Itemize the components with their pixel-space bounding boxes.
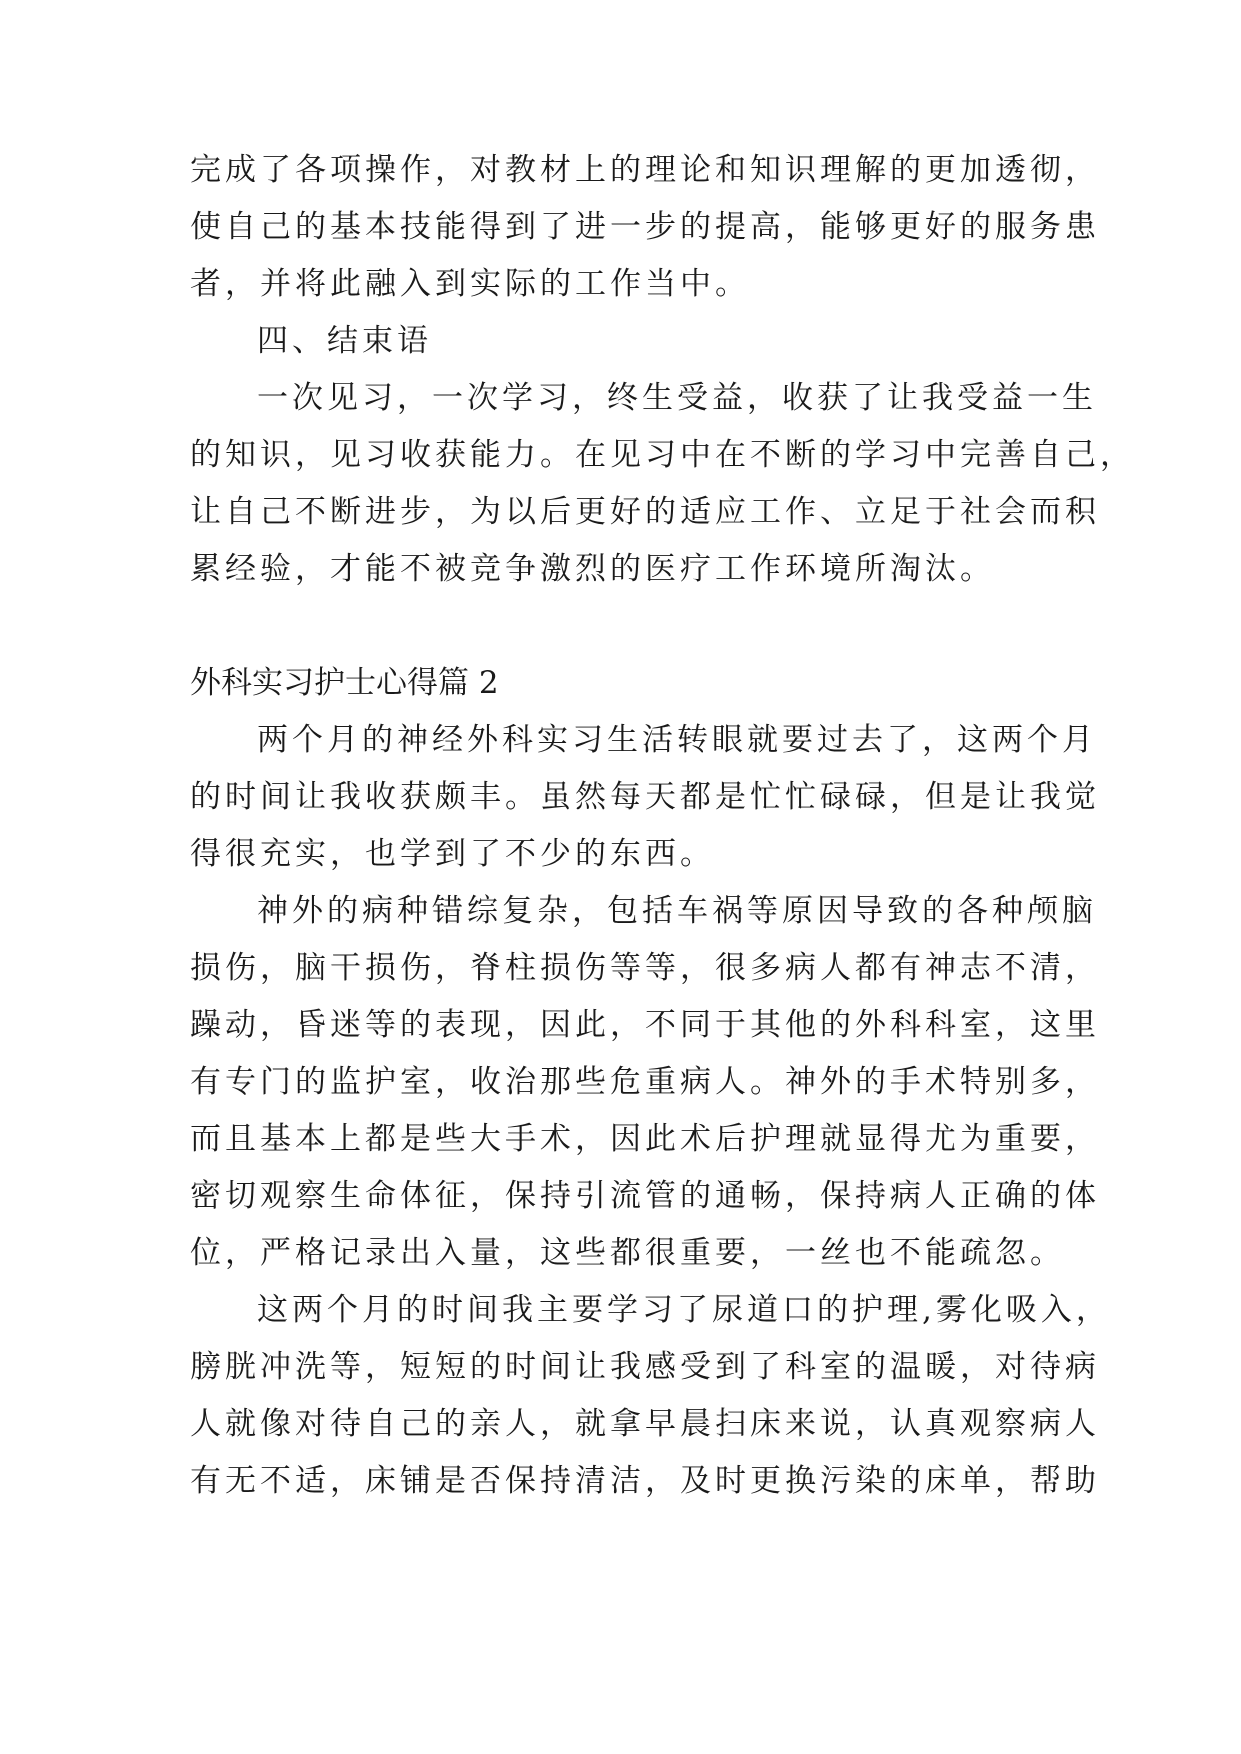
text-line: 躁动，昏迷等的表现，因此，不同于其他的外科科室，这里	[190, 1007, 1100, 1043]
text-line: 使自己的基本技能得到了进一步的提高，能够更好的服务患	[190, 209, 1100, 245]
text-line: 两个月的神经外科实习生活转眼就要过去了，这两个月	[257, 722, 1097, 758]
text-line: 密切观察生命体征，保持引流管的通畅，保持病人正确的体	[190, 1178, 1100, 1214]
text-line: 者，并将此融入到实际的工作当中。	[190, 266, 750, 302]
article-title: 外科实习护士心得篇 2	[190, 665, 499, 701]
text-line: 累经验，才能不被竞争激烈的医疗工作环境所淘汰。	[190, 551, 995, 587]
text-line: 这两个月的时间我主要学习了尿道口的护理,雾化吸入，	[257, 1292, 1111, 1328]
text-line: 让自己不断进步，为以后更好的适应工作、立足于社会而积	[190, 494, 1100, 530]
text-line: 得很充实，也学到了不少的东西。	[190, 836, 715, 872]
text-line: 位，严格记录出入量，这些都很重要，一丝也不能疏忽。	[190, 1235, 1065, 1271]
text-line: 人就像对待自己的亲人，就拿早晨扫床来说，认真观察病人	[190, 1406, 1100, 1442]
text-line: 损伤，脑干损伤，脊柱损伤等等，很多病人都有神志不清，	[190, 950, 1100, 986]
section-heading: 四、结束语	[257, 323, 432, 359]
text-line: 神外的病种错综复杂，包括车祸等原因导致的各种颅脑	[257, 893, 1097, 929]
text-line: 一次见习，一次学习，终生受益，收获了让我受益一生	[257, 380, 1097, 416]
text-line: 完成了各项操作，对教材上的理论和知识理解的更加透彻，	[190, 152, 1100, 188]
text-line: 的知识，见习收获能力。在见习中在不断的学习中完善自己，	[190, 437, 1135, 473]
text-line: 有专门的监护室，收治那些危重病人。神外的手术特别多，	[190, 1064, 1100, 1100]
text-line: 有无不适，床铺是否保持清洁，及时更换污染的床单，帮助	[190, 1463, 1100, 1499]
text-line: 而且基本上都是些大手术，因此术后护理就显得尤为重要，	[190, 1121, 1100, 1157]
text-line: 膀胱冲洗等，短短的时间让我感受到了科室的温暖，对待病	[190, 1349, 1100, 1385]
text-line: 的时间让我收获颇丰。虽然每天都是忙忙碌碌，但是让我觉	[190, 779, 1100, 815]
